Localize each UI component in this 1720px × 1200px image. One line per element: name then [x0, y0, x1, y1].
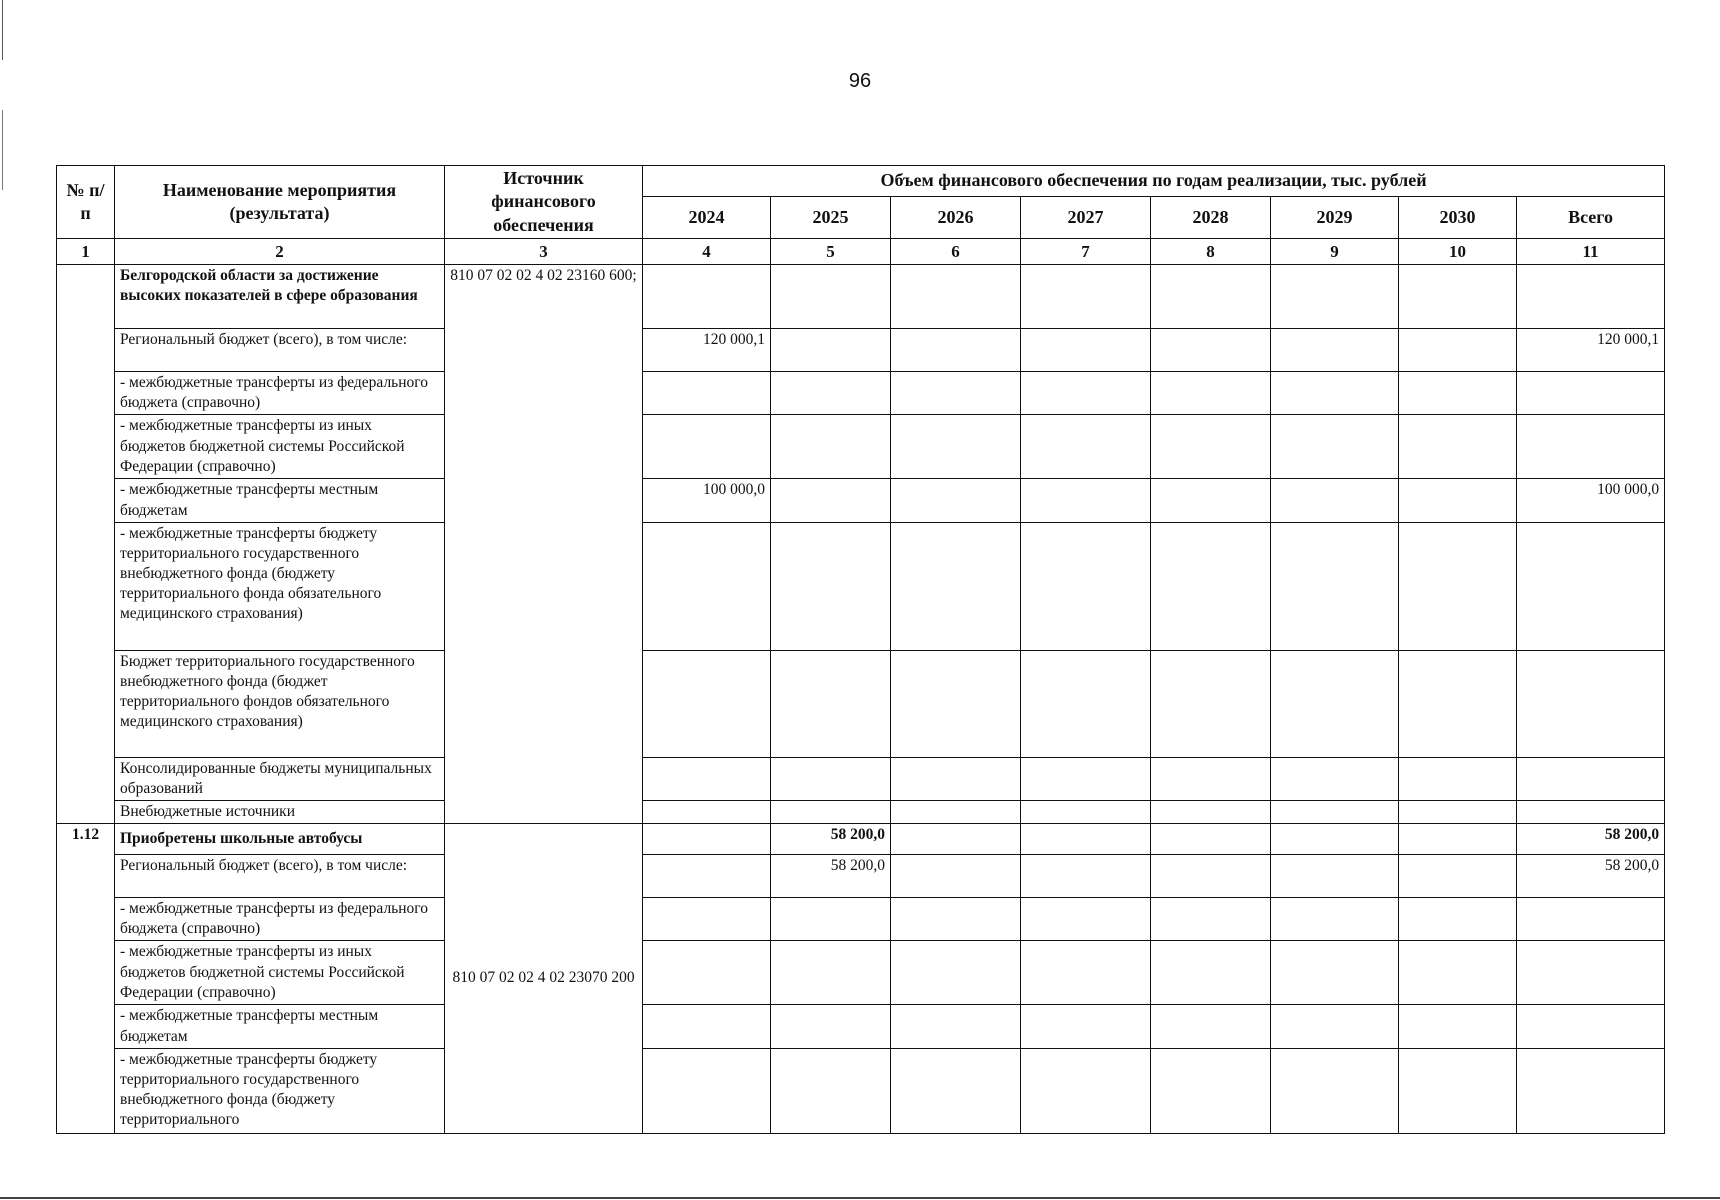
row-number: 1.12	[57, 824, 115, 1134]
row-name: - межбюджетные трансферты из иных бюджетов бюджетной системы Российской Федерации (справочно)	[115, 941, 445, 1005]
value-cell	[643, 757, 771, 800]
source-code: 810 07 02 02 4 02 23160 600;	[445, 265, 643, 824]
total-cell: 58 200,0	[1517, 824, 1665, 855]
total-cell: 100 000,0	[1517, 479, 1665, 522]
value-cell	[771, 1048, 891, 1133]
header-year-2027: 2027	[1021, 197, 1151, 239]
value-cell	[1271, 479, 1399, 522]
value-cell	[1399, 1048, 1517, 1133]
row-name: - межбюджетные трансферты местным бюджетам	[115, 479, 445, 522]
value-cell	[1151, 479, 1271, 522]
value-cell: 120 000,1	[643, 329, 771, 372]
value-cell	[771, 801, 891, 824]
value-cell	[1151, 415, 1271, 479]
value-cell	[771, 522, 891, 650]
column-number: 2	[115, 239, 445, 265]
column-number: 1	[57, 239, 115, 265]
header-year-2024: 2024	[643, 197, 771, 239]
value-cell	[643, 650, 771, 757]
value-cell	[891, 265, 1021, 329]
value-cell	[771, 329, 891, 372]
row-name: Региональный бюджет (всего), в том числе:	[115, 855, 445, 898]
value-cell	[1399, 824, 1517, 855]
total-cell	[1517, 522, 1665, 650]
value-cell	[771, 650, 891, 757]
header-year-2029: 2029	[1271, 197, 1399, 239]
value-cell	[1151, 801, 1271, 824]
value-cell	[643, 801, 771, 824]
total-cell	[1517, 415, 1665, 479]
value-cell	[891, 329, 1021, 372]
value-cell	[1399, 898, 1517, 941]
header-year-2030: 2030	[1399, 197, 1517, 239]
column-number: 10	[1399, 239, 1517, 265]
value-cell	[1151, 329, 1271, 372]
value-cell	[1021, 372, 1151, 415]
value-cell	[891, 824, 1021, 855]
value-cell	[1151, 372, 1271, 415]
row-name: Внебюджетные источники	[115, 801, 445, 824]
value-cell	[1271, 522, 1399, 650]
row-name: Приобретены школьные автобусы	[115, 824, 445, 855]
value-cell	[1271, 650, 1399, 757]
column-number: 6	[891, 239, 1021, 265]
value-cell	[1271, 372, 1399, 415]
row-name: Консолидированные бюджеты муниципальных образований	[115, 757, 445, 800]
value-cell	[1271, 801, 1399, 824]
value-cell	[1399, 265, 1517, 329]
table-row	[57, 1005, 1665, 1048]
column-number: 8	[1151, 239, 1271, 265]
table-row	[57, 479, 1665, 522]
table-row	[57, 372, 1665, 415]
value-cell	[1151, 522, 1271, 650]
source-code: 810 07 02 02 4 02 23070 200	[445, 824, 643, 1134]
budget-table	[56, 165, 1665, 1134]
value-cell	[1271, 824, 1399, 855]
value-cell	[1399, 522, 1517, 650]
value-cell	[1021, 415, 1151, 479]
value-cell	[1021, 522, 1151, 650]
value-cell	[891, 941, 1021, 1005]
header-col-name: Наименование мероприятия (результата)	[115, 166, 445, 239]
value-cell	[1399, 329, 1517, 372]
value-cell	[891, 1048, 1021, 1133]
value-cell	[771, 898, 891, 941]
value-cell	[1399, 650, 1517, 757]
value-cell	[891, 898, 1021, 941]
value-cell	[643, 372, 771, 415]
column-number: 5	[771, 239, 891, 265]
value-cell	[1021, 855, 1151, 898]
value-cell	[771, 757, 891, 800]
value-cell	[771, 479, 891, 522]
value-cell	[1271, 1005, 1399, 1048]
page-number: 96	[848, 70, 872, 92]
row-name: Белгородской области за достижение высоких показателей в сфере образования	[115, 265, 445, 329]
value-cell	[1021, 757, 1151, 800]
column-number: 4	[643, 239, 771, 265]
value-cell	[891, 479, 1021, 522]
total-cell	[1517, 801, 1665, 824]
value-cell	[643, 898, 771, 941]
table-row	[57, 329, 1665, 372]
total-cell: 58 200,0	[1517, 855, 1665, 898]
value-cell	[1021, 898, 1151, 941]
value-cell	[1271, 415, 1399, 479]
total-cell	[1517, 372, 1665, 415]
row-name: - межбюджетные трансферты бюджету территориального государственного внебюджетного фонда (бюджету территориального фонда обязательного медицинского страхования)	[115, 522, 445, 650]
column-number: 7	[1021, 239, 1151, 265]
value-cell	[1151, 650, 1271, 757]
table-row	[57, 522, 1665, 650]
column-number: 3	[445, 239, 643, 265]
header-total: Всего	[1517, 197, 1665, 239]
table-row	[57, 898, 1665, 941]
scan-edge	[0, 1197, 1720, 1199]
row-name: - межбюджетные трансферты бюджету территориального государственного внебюджетного фонда (бюджету территориального	[115, 1048, 445, 1133]
row-name: Региональный бюджет (всего), в том числе:	[115, 329, 445, 372]
value-cell	[891, 855, 1021, 898]
value-cell	[1151, 1005, 1271, 1048]
value-cell	[1151, 855, 1271, 898]
header-year-2028: 2028	[1151, 197, 1271, 239]
value-cell	[891, 1005, 1021, 1048]
value-cell	[891, 757, 1021, 800]
value-cell	[1021, 265, 1151, 329]
column-number: 9	[1271, 239, 1399, 265]
table-row	[57, 941, 1665, 1005]
value-cell	[1021, 1048, 1151, 1133]
header-col-no: № п/п	[57, 166, 115, 239]
value-cell	[1399, 372, 1517, 415]
value-cell	[891, 650, 1021, 757]
row-name: - межбюджетные трансферты местным бюджетам	[115, 1005, 445, 1048]
value-cell	[1021, 941, 1151, 1005]
value-cell	[1151, 1048, 1271, 1133]
value-cell	[643, 522, 771, 650]
value-cell	[1151, 941, 1271, 1005]
value-cell	[643, 824, 771, 855]
total-cell	[1517, 757, 1665, 800]
value-cell	[1271, 898, 1399, 941]
value-cell	[1271, 941, 1399, 1005]
value-cell	[1271, 757, 1399, 800]
scan-edge	[2, 110, 3, 190]
value-cell	[771, 941, 891, 1005]
column-number: 11	[1517, 239, 1665, 265]
value-cell	[1151, 824, 1271, 855]
row-number	[57, 265, 115, 824]
row-name: - межбюджетные трансферты из иных бюджетов бюджетной системы Российской Федерации (справочно)	[115, 415, 445, 479]
row-name: - межбюджетные трансферты из федерального бюджета (справочно)	[115, 898, 445, 941]
row-name: Бюджет территориального государственного внебюджетного фонда (бюджет территориального фондов обязательного медицинского страхования)	[115, 650, 445, 757]
value-cell	[1021, 801, 1151, 824]
value-cell	[1399, 479, 1517, 522]
value-cell	[643, 941, 771, 1005]
value-cell	[1399, 757, 1517, 800]
value-cell	[1399, 415, 1517, 479]
table-row	[57, 265, 1665, 329]
table-row	[57, 801, 1665, 824]
value-cell	[1399, 801, 1517, 824]
value-cell	[1151, 898, 1271, 941]
table-row	[57, 1048, 1665, 1133]
total-cell	[1517, 898, 1665, 941]
total-cell	[1517, 265, 1665, 329]
value-cell	[891, 522, 1021, 650]
header-year-2026: 2026	[891, 197, 1021, 239]
value-cell	[1271, 329, 1399, 372]
table-row	[57, 824, 1665, 855]
total-cell: 120 000,1	[1517, 329, 1665, 372]
value-cell	[643, 1005, 771, 1048]
table-row	[57, 650, 1665, 757]
value-cell	[1271, 855, 1399, 898]
value-cell	[643, 265, 771, 329]
value-cell	[1021, 650, 1151, 757]
value-cell	[1399, 1005, 1517, 1048]
value-cell	[1151, 757, 1271, 800]
value-cell: 58 200,0	[771, 855, 891, 898]
value-cell	[891, 415, 1021, 479]
value-cell: 100 000,0	[643, 479, 771, 522]
value-cell: 58 200,0	[771, 824, 891, 855]
table-row	[57, 855, 1665, 898]
table-row	[57, 757, 1665, 800]
row-name: - межбюджетные трансферты из федерального бюджета (справочно)	[115, 372, 445, 415]
value-cell	[1271, 265, 1399, 329]
value-cell	[643, 855, 771, 898]
scan-edge	[2, 0, 3, 60]
table-row	[57, 415, 1665, 479]
value-cell	[1021, 479, 1151, 522]
value-cell	[1271, 1048, 1399, 1133]
value-cell	[643, 1048, 771, 1133]
value-cell	[891, 801, 1021, 824]
value-cell	[771, 1005, 891, 1048]
total-cell	[1517, 650, 1665, 757]
value-cell	[1399, 855, 1517, 898]
value-cell	[891, 372, 1021, 415]
header-col-volume: Объем финансового обеспечения по годам реализации, тыс. рублей	[643, 166, 1665, 197]
value-cell	[1151, 265, 1271, 329]
value-cell	[1021, 1005, 1151, 1048]
value-cell	[1399, 941, 1517, 1005]
total-cell	[1517, 1005, 1665, 1048]
header-year-2025: 2025	[771, 197, 891, 239]
value-cell	[643, 415, 771, 479]
total-cell	[1517, 941, 1665, 1005]
value-cell	[1021, 824, 1151, 855]
value-cell	[771, 415, 891, 479]
header-col-source: Источник финансового обеспечения	[445, 166, 643, 239]
value-cell	[771, 265, 891, 329]
value-cell	[771, 372, 891, 415]
value-cell	[1021, 329, 1151, 372]
total-cell	[1517, 1048, 1665, 1133]
